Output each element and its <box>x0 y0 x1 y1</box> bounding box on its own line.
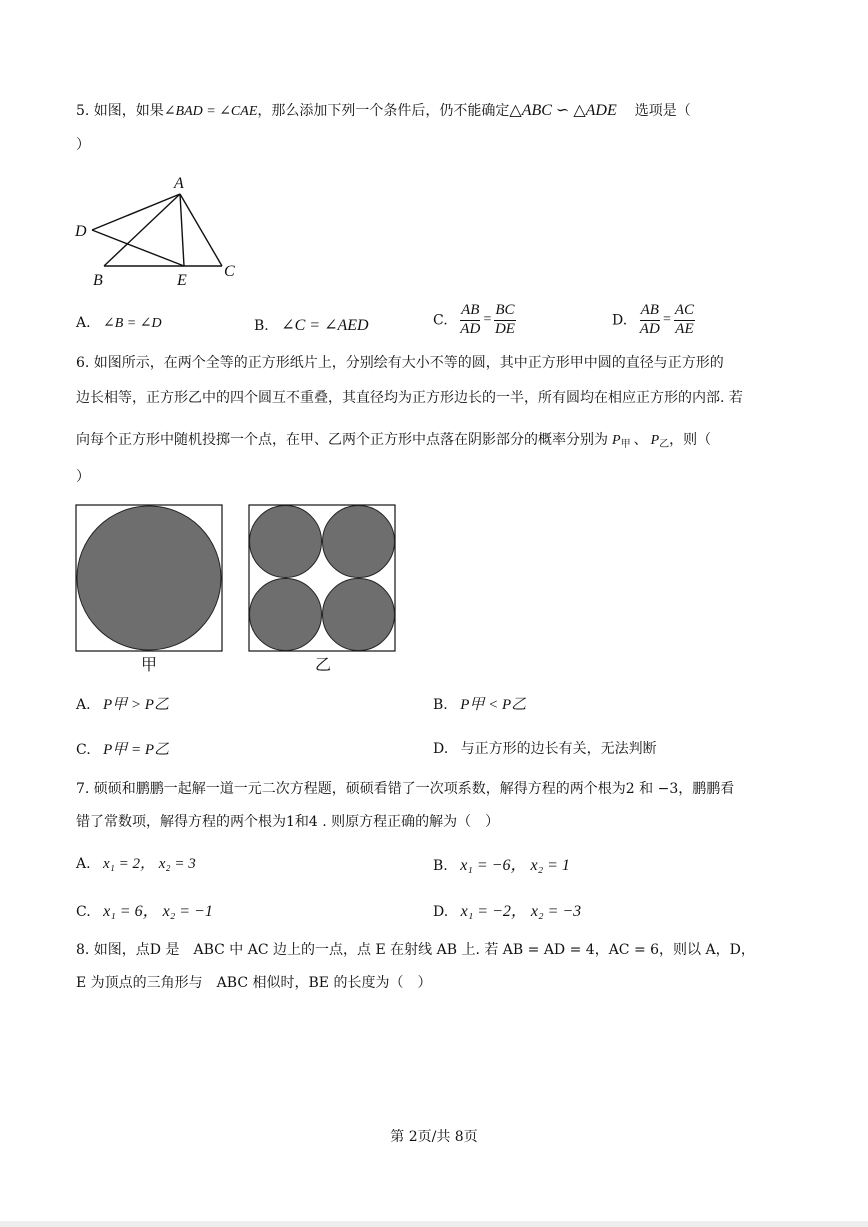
circle-yi-2 <box>323 506 395 578</box>
q5-suffix: 选项是（ <box>634 103 691 119</box>
option-text: x₁ = 6， x₂ = −1 <box>103 903 213 920</box>
numerator: AC <box>674 303 695 321</box>
fraction <box>460 303 480 338</box>
q5-option-b[interactable] <box>254 315 369 335</box>
q6-option-b[interactable] <box>433 693 526 714</box>
q7-option-d[interactable] <box>433 898 581 921</box>
numerator: BC <box>494 303 515 321</box>
fig-label-yi: 乙 <box>315 655 332 673</box>
option-text: x₁ = 2， x₂ = 3 <box>103 856 196 872</box>
prob-subscript: 甲 <box>620 439 631 450</box>
equals-sign: = <box>662 312 671 328</box>
q7-option-b[interactable] <box>433 852 570 875</box>
option-label: C. <box>76 904 91 920</box>
denominator: AD <box>460 320 481 337</box>
segment-AE <box>180 194 184 266</box>
q6-option-c[interactable] <box>76 738 169 759</box>
option-text: ∠C = ∠AED <box>281 317 369 334</box>
q7-option-c[interactable] <box>76 898 213 921</box>
segment-AB <box>104 194 180 266</box>
q8-line1: 8. 如图，点D 是 ABC 中 AC 边上的一点，点 E 在射线 AB 上. 若 AB = AD = 4，AC = 6，则以 A，D， <box>76 942 755 958</box>
q5-triangle-figure <box>70 170 250 292</box>
q7-option-a[interactable] <box>76 852 196 873</box>
numerator: AB <box>640 303 660 321</box>
segment-DE <box>92 230 184 266</box>
option-label: A. <box>76 315 91 331</box>
separator: 、 <box>633 432 648 448</box>
option-label: B. <box>254 318 269 334</box>
option-text: x₁ = −6， x₂ = 1 <box>460 857 570 874</box>
q6-line3-suffix: ，则（ <box>669 432 712 448</box>
circle-yi-4 <box>323 579 395 651</box>
option-text: P甲 > P乙 <box>103 697 169 713</box>
page-number: 第 2页/共 8页 <box>390 1129 478 1145</box>
denominator: AD <box>639 320 660 337</box>
denominator: AE <box>675 320 694 337</box>
point-label-A: A <box>174 175 184 192</box>
circle-yi-3 <box>250 579 322 651</box>
option-label: A. <box>76 856 91 872</box>
equals-sign: = <box>483 312 492 328</box>
denominator: DE <box>494 320 515 337</box>
q7-line2: 错了常数项，解得方程的两个根为1和4 . 则原方程正确的解为（ ） <box>76 814 500 830</box>
option-text: P甲 = P乙 <box>103 742 170 758</box>
q6-option-a[interactable] <box>76 693 169 714</box>
q6-squares-figure <box>74 503 398 673</box>
option-label: B. <box>433 858 448 874</box>
segment-AC <box>180 194 222 266</box>
option-label: C. <box>76 742 91 758</box>
q7-line1: 7. 硕硕和鹏鹏一起解一道一元二次方程题，硕硕看错了一次项系数，解得方程的两个根为2 和 −3，鹏鹏看 <box>76 781 735 797</box>
q5-line1 <box>76 101 691 122</box>
q5-similar-statement: △ABC ∽ △ADE <box>509 102 617 119</box>
point-label-B: B <box>93 272 103 289</box>
segment-AD <box>92 194 180 230</box>
circle-jia <box>77 506 221 650</box>
q6-line2: 边长相等，正方形乙中的四个圆互不重叠，其直径均为正方形边长的一半，所有圆均在相应正方形的内部. 若 <box>76 390 743 406</box>
prob-subscript: 乙 <box>659 439 670 450</box>
point-label-E: E <box>177 272 187 289</box>
q5-condition: ∠BAD = ∠CAE <box>163 104 258 119</box>
q8-line2: E 为顶点的三角形与 ABC 相似时，BE 的长度为（ ） <box>76 975 432 991</box>
option-text: ∠B = ∠D <box>103 316 162 331</box>
point-label-C: C <box>224 263 235 280</box>
option-text: x₁ = −2， x₂ = −3 <box>460 903 582 920</box>
q6-line4: ） <box>76 469 90 485</box>
q5-option-a[interactable] <box>76 315 162 332</box>
option-text: 与正方形的边长有关，无法判断 <box>460 741 657 757</box>
option-label: D. <box>433 904 449 920</box>
point-label-D: D <box>75 223 87 240</box>
fraction <box>674 303 695 338</box>
prob-symbol: P <box>650 433 660 448</box>
option-label: D. <box>433 741 449 757</box>
option-label: C. <box>433 312 448 329</box>
q6-line1: 6. 如图所示，在两个全等的正方形纸片上，分别绘有大小不等的圆，其中正方形甲中圆的直径与正方形的 <box>76 355 724 371</box>
prob-symbol: P <box>612 433 621 448</box>
q5-option-d[interactable] <box>612 303 695 338</box>
q5-intro: 5. 如图，如果 <box>76 103 164 119</box>
circle-yi-1 <box>250 506 322 578</box>
fraction <box>640 303 660 338</box>
option-label: B. <box>433 697 448 713</box>
fraction <box>494 303 515 338</box>
bottom-divider <box>0 1221 868 1227</box>
q6-line3-text: 向每个正方形中随机投掷一个点，在甲、乙两个正方形中点落在阴影部分的概率分别为 <box>76 432 608 448</box>
option-label: D. <box>612 312 628 329</box>
option-label: A. <box>76 697 91 713</box>
q6-option-d[interactable] <box>433 738 657 758</box>
numerator: AB <box>460 303 480 321</box>
option-text: P甲 < P乙 <box>460 697 527 713</box>
q5-mid: ，那么添加下列一个条件后，仍不能确定 <box>257 103 510 119</box>
q5-option-c[interactable] <box>433 303 516 338</box>
q6-line3 <box>76 430 711 455</box>
q5-line2: ） <box>76 137 90 153</box>
fig-label-jia: 甲 <box>141 655 158 673</box>
